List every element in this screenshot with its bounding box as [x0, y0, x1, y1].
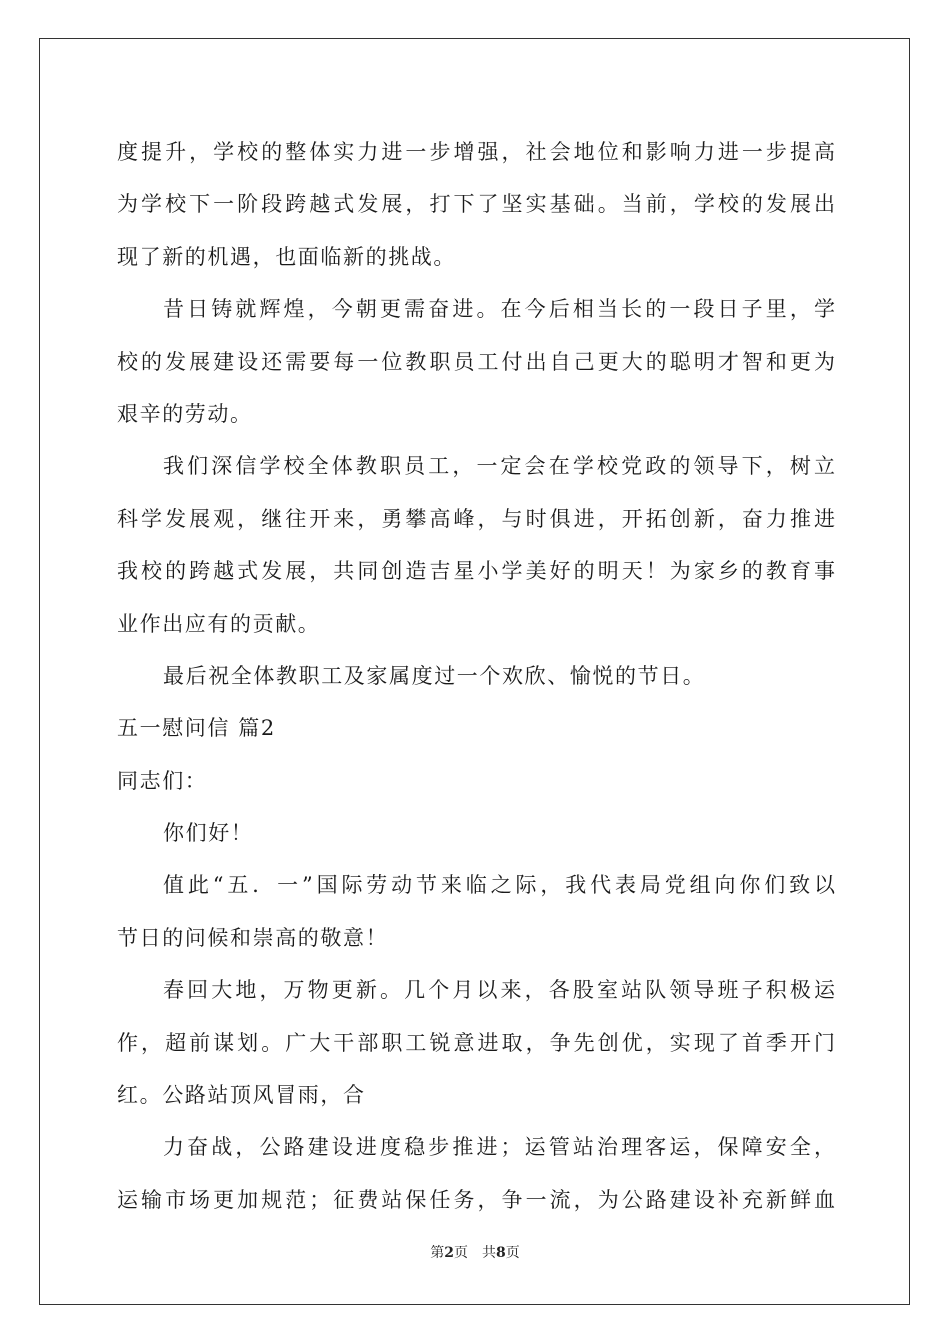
text-line: 度提升，学校的整体实力进一步增强，社会地位和影响力进一步提高: [117, 140, 835, 164]
text-line: 最后祝全体教职工及家属度过一个欢欣、愉悦的节日。: [163, 663, 706, 688]
text-line: 力奋战，公路建设进度稳步推进；运管站治理客运，保障安全，: [163, 1135, 835, 1160]
text-line: 同志们：: [117, 768, 208, 793]
text-line: 红。公路站顶风冒雨，合: [117, 1083, 366, 1108]
text-line: 运输市场更加规范；征费站保任务，争一流，为公路建设补充新鲜血: [117, 1187, 835, 1212]
text-line: 艰辛的劳动。: [117, 401, 253, 426]
text-line: 为学校下一阶段跨越式发展，打下了坚实基础。当前，学校的发展出: [117, 192, 835, 217]
text-line: 你们好！: [163, 821, 254, 846]
text-line: 作，超前谋划。广大干部职工锐意进取，争先创优，实现了首季开门: [117, 1030, 835, 1055]
text-line: 值此“五．一”国际劳动节来临之际，我代表局党组向你们致以: [163, 873, 835, 898]
text-line: 我校的跨越式发展，共同创造吉星小学美好的明天！为家乡的教育事: [117, 559, 835, 584]
text-line: 节日的问候和崇高的敬意！: [117, 925, 389, 950]
page-total: 8: [496, 1245, 506, 1261]
page-current: 2: [444, 1245, 454, 1261]
page-suffix: 页: [454, 1245, 468, 1261]
total-suffix: 页: [505, 1245, 520, 1261]
text-line: 五一慰问信 篇2: [117, 716, 276, 741]
text-line: 现了新的机遇，也面临新的挑战。: [117, 244, 456, 269]
text-line: 科学发展观，继往开来，勇攀高峰，与时俱进，开拓创新，奋力推进: [117, 506, 835, 531]
text-line: 昔日铸就辉煌，今朝更需奋进。在今后相当长的一段日子里，学: [163, 297, 835, 322]
page-prefix: 第: [430, 1245, 445, 1261]
total-prefix: 共: [482, 1245, 496, 1261]
page-footer: [0, 1242, 950, 1262]
text-line: 校的发展建设还需要每一位教职员工付出自己更大的聪明才智和更为: [117, 349, 835, 374]
document-body: [117, 126, 835, 1226]
text-line: 业作出应有的贡献。: [117, 611, 321, 636]
text-line: 我们深信学校全体教职员工，一定会在学校党政的领导下，树立: [163, 454, 835, 479]
text-line: 春回大地，万物更新。几个月以来，各股室站队领导班子积极运: [163, 978, 835, 1003]
